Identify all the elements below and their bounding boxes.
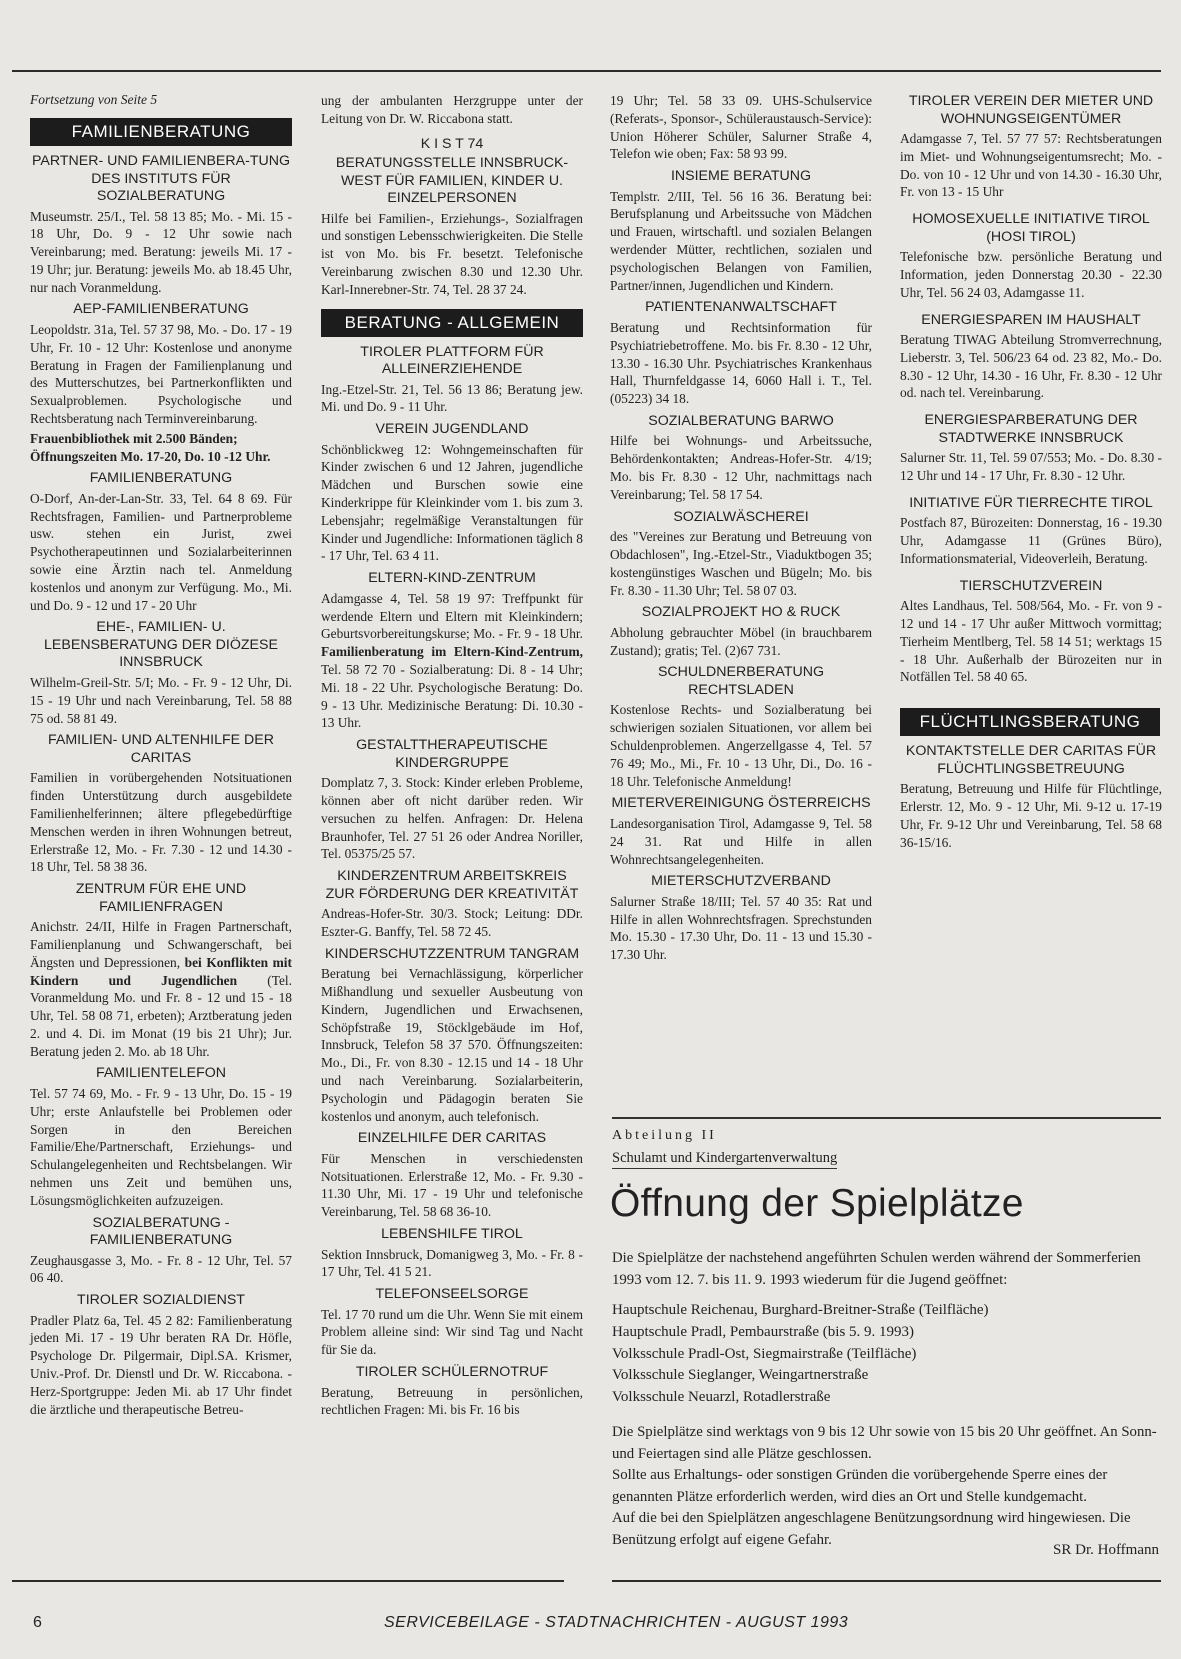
entry-heading: GESTALTTHERAPEUTISCHE KINDERGRUPPE (356, 737, 548, 771)
entry-heading: KINDERZENTRUM ARBEITSKREIS ZUR FÖRDERUNG DER KREATIVITÄT (325, 868, 579, 902)
entry-text: Abholung gebrauchter Möbel (in brauchbarem Zustand); gratis; Tel. (2)67 731. (610, 624, 872, 658)
entry-text: Beratung TIWAG Abteilung Stromverrechnung, Lieberstr. 3, Tel. 506/23 64 od. 23 82, Mo.- Do. 8.30 - 12 Uhr, 14.30 - 16 Uhr, Fr. 8.30 - 12 Uhr od. nach tel. Vereinbarung. (900, 332, 1162, 401)
entry-heading: ZENTRUM FÜR EHE UND FAMILIENFRAGEN (75, 881, 247, 915)
entry-text: 19 Uhr; Tel. 58 33 09. UHS-Schulservice (Referats-, Sponsor-, Schüleraustausch-Service): Union Höherer Schüler, Salurner Straße 4, Telefon wie oben; Fax: 58 93 99. (610, 93, 872, 162)
entry-text: Schönblickweg 12: Wohngemeinschaften für Kinder zwischen 6 und 12 Jahren, jugendliche Mädchen und Burschen sowie eine Kinderkrippe für Kleinkinder vom 1. bis zum 3. Lebensjahr; regelmäßige Veranstaltungen für Kinder und Jugendliche: Informationen täglich 8 - 17 Uhr, Tel. 63 4 11. (321, 441, 583, 564)
entry-heading: PARTNER- UND FAMILIENBERA-TUNG DES INSTITUTS FÜR SOZIALBERATUNG (31, 153, 291, 204)
entry-text: O-Dorf, An-der-Lan-Str. 33, Tel. 64 8 69. Für Rechtsfragen, Familien- und Partnerprobleme usw. stehen ein Jurist, zwei Psychotherapeutinnen und Sozialarbeiterinnen sowie eine Ärztin nach tel. Anmeldung kostenlos und anonym zur Verfügung. Mo., Mi. und Do. 9 - 12 und 17 - 20 Uhr (30, 490, 292, 613)
column-4 (900, 88, 1162, 851)
section-bar-familienberatung: FAMILIENBERATUNG (30, 118, 292, 146)
entry-heading: KONTAKTSTELLE DER CARITAS FÜR FLÜCHTLINGSBETREUUNG (905, 743, 1157, 777)
entry-text: Sektion Innsbruck, Domanigweg 3, Mo. - Fr. 8 - 17 Uhr, Tel. 41 5 21. (321, 1246, 583, 1280)
entry-heading: LEBENSHILFE TIROL (381, 1226, 523, 1243)
entry-text: Pradler Platz 6a, Tel. 45 2 82: Familienberatung jeden Mi. 17 - 19 Uhr beraten RA Dr. Höfle, Psychologe Dr. Pilgermair, Dipl.SA. Krismer, Univ.-Prof. Dr. Dienstl und Dr. W. Riccabona. - Herz-Sportgruppe: Jeden Mi. ab 17 Uhr findet die ärztliche und therapeutische Betreu- (30, 1312, 292, 1417)
section-bar-beratung-allgemein: BERATUNG - ALLGEMEIN (321, 309, 583, 337)
entry-text-part: Adamgasse 4, Tel. 58 19 97: Treffpunkt für werdende Eltern und Eltern mit Kleinkindern; Geburtsvorbereitungskurse; Mo. - Fr. 9 - 18 Uhr. (321, 590, 583, 642)
article-title: Öffnung der Spielplätze (610, 1182, 1024, 1225)
entry-text: Hilfe bei Wohnungs- und Arbeitssuche, Behördenkontakten; Andreas-Hofer-Str. 4/19; Mo. bis Fr. 8.30 - 12 Uhr, nachmittags nach Vereinbarung; Tel. 58 17 54. (610, 433, 872, 502)
entry-heading: ENERGIESPARBERATUNG DER STADTWERKE INNSBRUCK (924, 412, 1138, 446)
entry-heading: SOZIALBERATUNG BARWO (648, 412, 834, 429)
entry-text: Adamgasse 7, Tel. 57 77 57: Rechtsberatungen im Miet- und Wohnungseigentumsrecht; Mo. - Do. von 10 - 12 Uhr und von 14.30 - 16.30 Uhr, Fr. von 13 - 15 Uhr (900, 131, 1162, 200)
entry-heading: VEREIN JUGENDLAND (375, 421, 529, 438)
entry-heading: EINZELHILFE DER CARITAS (357, 1130, 547, 1147)
entry-heading: TIROLER SOZIALDIENST (77, 1292, 245, 1309)
entry-text: Templstr. 2/III, Tel. 56 16 36. Beratung bei: Berufsplanung und Arbeitssuche von Mädchen und Frauen, wirtschaftl. und sozialen Belangen werdender Mütter, rechtlichen, sozialen und psychologischen Belangen von Familien, Partner/innen, Jugendlichen und Kindern. (610, 188, 872, 293)
column-1 (30, 84, 292, 1418)
entry-bold-text: Frauenbibliothek mit 2.500 Bänden; Öffnungszeiten Mo. 17-20, Do. 10 -12 Uhr. (30, 430, 271, 464)
entry-text: Domplatz 7, 3. Stock: Kinder erleben Probleme, können aber oft nicht darüber reden. Wir versuchen zu helfen. Anfragen: Dr. Helena Braunhofer, Tel. 27 51 26 oder Andrea Noriller, Tel. 05375/25 57. (321, 775, 583, 862)
article-body (612, 1422, 1162, 1551)
article-paragraph: Die Spielplätze sind werktags von 9 bis 12 Uhr sowie von 15 bis 20 Uhr geöffnet. An Sonn- und Feiertagen sind alle Plätze geschlossen. (612, 1424, 1157, 1462)
entry-heading: SOZIALBERATUNG - FAMILIENBERATUNG (89, 1214, 233, 1249)
entry-heading: K I S T 74 (420, 135, 484, 152)
school-item: Hauptschule Reichenau, Burghard-Breitner-Straße (Teilfläche) (612, 1302, 989, 1318)
entry-text: Beratung und Rechtsinformation für Psychiatriebetroffene. Mo. bis Fr. 8.30 - 12 Uhr, 13.30 - 16.30 Uhr. Psychiatrisches Krankenhaus Hall, Thurnfeldgasse 14, 6060 Hall i. T., Tel. (05223) 34 18. (610, 319, 872, 407)
footer-text: SERVICEBEILAGE - STADTNACHRICHTEN - AUGUST 1993 (384, 1614, 849, 1631)
school-list (612, 1300, 1162, 1409)
entry-text: Hilfe bei Familien-, Erziehungs-, Sozialfragen und sonstigen Lebensschwierigkeiten. Die Stelle ist von Mo. bis Fr. besetzt. Telefonische Vereinbarung zwischen 8.30 und 12.30 Uhr. Karl-Innerebner-Str. 74, Tel. 28 37 24. (321, 210, 583, 297)
entry-heading: TIROLER SCHÜLERNOTRUF (355, 1364, 549, 1381)
department-label: Abteilung II (612, 1128, 717, 1143)
signature: SR Dr. Hoffmann (1053, 1542, 1159, 1558)
article-intro: Die Spielplätze der nachstehend angeführten Schulen werden während der Sommerferien 1993 vom 12. 7. bis 11. 9. 1993 wiederum für die Jugend geöffnet: (612, 1250, 1141, 1288)
article-top-rule (612, 1117, 1161, 1119)
entry-heading: SOZIALPROJEKT HO & RUCK (641, 604, 841, 621)
entry-text (30, 918, 292, 1060)
entry-text (321, 590, 583, 732)
entry-text: Tel. 17 70 rund um die Uhr. Wenn Sie mit einem Problem alleine sind: Wir sind Tag und Nacht für Sie da. (321, 1306, 583, 1358)
bottom-rule-left (12, 1580, 564, 1582)
article-paragraph: Sollte aus Erhaltungs- oder sonstigen Gründen die vorübergehende Sperre eines der genannten Plätze erforderlich werden, wird dies an Ort und Stelle kundgemacht. (612, 1467, 1108, 1505)
entry-heading: TIROLER PLATTFORM FÜR ALLEINERZIEHENDE (360, 343, 544, 378)
entry-text: Ing.-Etzel-Str. 21, Tel. 56 13 86; Beratung jew. Mi. und Do. 9 - 11 Uhr. (321, 381, 583, 415)
entry-heading: ELTERN-KIND-ZENTRUM (368, 570, 536, 587)
continuation-note: Fortsetzung von Seite 5 (30, 92, 158, 107)
article-paragraph: Auf die bei den Spielplätzen angeschlagene Benützungsordnung wird hingewiesen. Die Benützung erfolgt auf eigene Gefahr. (612, 1510, 1131, 1548)
entry-text: Andreas-Hofer-Str. 30/3. Stock; Leitung: DDr. Eszter-G. Banffy, Tel. 58 72 45. (321, 906, 583, 939)
entry-text-part: Anichstr. 24/II, Hilfe in Fragen Partnerschaft, Familienplanung und Schwangerschaft, bei Ängsten und Depressionen, (30, 919, 292, 970)
entry-heading: INITIATIVE FÜR TIERRECHTE TIROL (909, 494, 1153, 511)
bottom-rule-right (612, 1580, 1161, 1582)
entry-heading: KINDERSCHUTZZENTRUM TANGRAM (324, 945, 580, 962)
entry-heading: FAMILIENTELEFON (95, 1065, 227, 1082)
entry-text: Altes Landhaus, Tel. 508/564, Mo. - Fr. von 9 - 12 und 14 - 17 Uhr außer Mittwoch vormittag; Tierheim Mentlberg, Tel. 58 14 51; werktags 15 - 18 Uhr. Außerhalb der Bürozeiten nur in Notfällen Tel. 58 40 65. (900, 598, 1162, 685)
entry-text: Für Menschen in verschiedensten Notsituationen. Erlerstraße 12, Mo. - Fr. 9.30 - 11.30 Uhr, Mi. 17 - 19 Uhr und telefonische Vereinbarung, Tel. 58 68 36-10. (321, 1150, 583, 1220)
entry-text-part: (Tel. Voranmeldung Mo. und Fr. 8 - 12 und 15 - 18 Uhr, Tel. 58 08 71, erbeten); Arztberatung jeden 2. und 4. Di. im Monat (19 bis 21 Uhr); Jur. Beratung jeden 2. Mo. ab 18 Uhr. (30, 972, 292, 1059)
entry-text: Familien in vorübergehenden Notsituationen finden Unterstützung durch ausgebildete Familienhelferinnen; ältere pflegebedürftige Menschen werden in ihren Wohnungen betreut, Erlerstraße 12, Mo. - Fr. 7.30 - 12 und 14.30 - 18 Uhr, Tel. 58 38 36. (30, 770, 292, 875)
entry-heading: PATIENTENANWALTSCHAFT (645, 299, 837, 316)
entry-heading: MIETERVEREINIGUNG ÖSTERREICHS (611, 795, 871, 812)
page-number: 6 (33, 1614, 42, 1631)
entry-heading: TIROLER VEREIN DER MIETER UND WOHNUNGSEIGENTÜMER (908, 93, 1154, 127)
top-rule (12, 70, 1161, 72)
entry-text: Landesorganisation Tirol, Adamgasse 9, Tel. 58 24 31. Rat und Hilfe in allen Wohnrechtsangelegenheiten. (610, 815, 872, 867)
entry-heading: TELEFONSEELSORGE (375, 1286, 529, 1303)
entry-heading: ENERGIESPAREN IM HAUSHALT (921, 311, 1141, 328)
entry-bold-text: Familienberatung im Eltern-Kind-Zentrum, (321, 644, 583, 660)
entry-text: Tel. 57 74 69, Mo. - Fr. 9 - 13 Uhr, Do. 15 - 19 Uhr; erste Anlaufstelle bei Problemen oder Sorgen in den Bereichen Familie/Ehe/Partnerschaft, Erziehungs- und Schulangelegenheiten und Rechtsbelangen. Wir nehmen uns Zeit und bemühen uns, Lösungsmöglichkeiten aufzuzeigen. (30, 1085, 292, 1208)
school-item: Volksschule Sieglanger, Weingartnerstraße (612, 1367, 869, 1384)
entry-text: Salurner Straße 18/III; Tel. 57 40 35: Rat und Hilfe in allen Wohnrechtsfragen. Sprechstunden Mo. 15.30 - 17.30 Uhr, Do. 11 - 13 und 15.30 - 17.30 Uhr. (610, 893, 872, 963)
entry-text: Postfach 87, Bürozeiten: Donnerstag, 16 - 19.30 Uhr, Adamgasse 11 (Grünes Büro), Informationsmaterial, Videoverleih, Beratung. (900, 515, 1162, 566)
entry-heading: AEP-FAMILIENBERATUNG (73, 301, 249, 318)
entry-heading: FAMILIENBERATUNG (89, 470, 233, 487)
entry-bold-text: bei Konflikten mit Kindern und Jugendlichen (30, 954, 292, 988)
department-subtitle: Schulamt und Kindergartenverwaltung (612, 1150, 837, 1169)
entry-heading: FAMILIEN- UND ALTENHILFE DER CARITAS (48, 732, 274, 766)
entry-heading: INSIEME BERATUNG (670, 168, 812, 185)
entry-text: Beratung, Betreuung in persönlichen, rechtlichen Fragen: Mi. bis Fr. 16 bis (321, 1384, 583, 1418)
entry-text: Kostenlose Rechts- und Sozialberatung bei schwierigen sozialen Situationen, vor allem bei Schuldenproblemen. Angerzellgasse 4, Tel. 57 76 49; Mo., Mi., Fr. 10 - 13 Uhr, Di., Do. 16 - 18 Uhr. Telefonische Anmeldung! (610, 702, 872, 789)
school-item: Volksschule Neuarzl, Rotadlerstraße (612, 1389, 831, 1406)
entry-text: Leopoldstr. 31a, Tel. 57 37 98, Mo. - Do. 17 - 19 Uhr, Fr. 10 - 12 Uhr: Kostenlose und anonyme Beratung in Fragen der Familienplanung und des Mutterschutzes, bei Partnerkonflikten und Sexualproblemen. Psychologische und Rechtsberatung nach Terminvereinbarung. (30, 321, 292, 426)
entry-heading: SCHULDNERBERATUNG RECHTSLADEN (657, 664, 825, 698)
entry-heading: HOMOSEXUELLE INITIATIVE TIROL (HOSI TIROL) (912, 211, 1150, 245)
entry-text: Beratung, Betreuung und Hilfe für Flüchtlinge, Erlerstr. 12, Mo. 9 - 12 Uhr, Mi. 9-12 u. 17-19 Uhr, Fr. 9-12 Uhr und Vereinbarung, Tel. 58 68 36-15/16. (900, 781, 1162, 850)
entry-text: Beratung bei Vernachlässigung, körperlicher Mißhandlung und sexueller Ausbeutung von Kindern, Jugendlichen und Erwachsenen, Schöpfstraße 19, Stöcklgebäude im Hof, Innsbruck, Telefon 58 37 570. Öffnungszeiten: Mo., Di., Fr. von 8.30 - 12.15 und 14 - 18 Uhr und nach Vereinbarung. Sozialarbeiterin, Psychologin und Pädagogin beraten Sie kostenlos und anonym, auch telefonisch. (321, 966, 583, 1124)
entry-text: des "Vereines zur Beratung und Betreuung von Obdachlosen", Ing.-Etzel-Str., Viaduktbogen 35; kostengünstiges Waschen und Bügeln; Mo. bis Fr. 8.30 - 11.30 Uhr; Tel. 58 07 03. (610, 529, 872, 598)
section-bar-fluechtlingsberatung: FLÜCHTLINGSBERATUNG (900, 708, 1160, 736)
column-3 (610, 92, 872, 964)
entry-text: Telefonische bzw. persönliche Beratung und Information, jeden Donnerstag 20.30 - 22.30 Uhr, Tel. 56 24 03, Adamgasse 11. (900, 249, 1162, 300)
entry-text: Zeughausgasse 3, Mo. - Fr. 8 - 12 Uhr, Tel. 57 06 40. (30, 1252, 292, 1286)
entry-heading: SOZIALWÄSCHEREI (673, 508, 809, 525)
school-item: Hauptschule Pradl, Pembaurstraße (bis 5. 9. 1993) (612, 1323, 915, 1340)
entry-heading: MIETERSCHUTZVERBAND (651, 873, 831, 890)
entry-text: ung der ambulanten Herzgruppe unter der Leitung von Dr. W. Riccabona statt. (321, 93, 583, 126)
entry-text: Wilhelm-Greil-Str. 5/I; Mo. - Fr. 9 - 12 Uhr, Di. 15 - 19 Uhr und nach Vereinbarung, Tel. 58 88 75 od. 58 81 49. (30, 674, 292, 726)
entry-heading: EHE-, FAMILIEN- U. LEBENSBERATUNG DER DIÖZESE INNSBRUCK (44, 619, 278, 671)
column-2 (321, 92, 583, 1419)
entry-heading: BERATUNGSSTELLE INNSBRUCK-WEST FÜR FAMILIEN, KINDER U. EINZELPERSONEN (335, 155, 569, 207)
entry-text-part: Tel. 58 72 70 - Sozialberatung: Di. 8 - 14 Uhr; Mi. 18 - 22 Uhr. Psychologische Beratung: Do. 9 - 13 Uhr. Medizinische Beratung: Di. 10.30 - 13 Uhr. (321, 661, 583, 731)
school-item: Volksschule Pradl-Ost, Siegmairstraße (Teilfläche) (612, 1345, 917, 1362)
entry-heading: TIERSCHUTZVEREIN (959, 577, 1103, 594)
entry-text: Salurner Str. 11, Tel. 59 07/553; Mo. - Do. 8.30 - 12 Uhr und 14 - 17 Uhr, Fr. 8.30 - 12 Uhr. (900, 450, 1162, 484)
entry-text: Museumstr. 25/I., Tel. 58 13 85; Mo. - Mi. 15 - 18 Uhr, Do. 9 - 12 Uhr sowie nach Vereinbarung; med. Beratung: jeweils Mi. 17 - 19 Uhr; jur. Beratung: jeweils Mo. ab 18.45 Uhr, nur nach Voranmeldung. (30, 208, 292, 295)
